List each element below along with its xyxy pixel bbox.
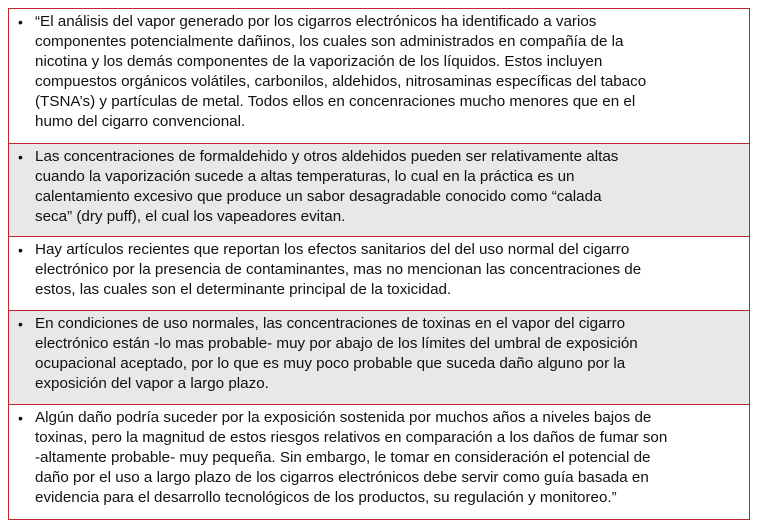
bullet-icon: • — [18, 316, 23, 332]
row-text-line: electrónico por la presencia de contaminantes, mas no mencionan las concentraciones de — [35, 261, 642, 278]
bullet-icon: • — [18, 149, 23, 165]
table-row — [9, 237, 749, 311]
row-text-line: compuestos orgánicos volátiles, carbonilos, aldehidos, nitrosaminas específicas del tabaco — [35, 73, 647, 90]
row-text-line: nicotina y los demás componentes de la vaporización de los líquidos. Estos incluyen — [35, 53, 603, 70]
row-text-line: evidencia para el desarrollo tecnológicos de los productos, su regulación y monitoreo.” — [35, 489, 617, 506]
row-text-line: electrónico están -lo mas probable- muy por abajo de los límites del umbral de exposición — [35, 335, 638, 352]
table-row — [9, 144, 749, 237]
row-text-line: humo del cigarro convencional. — [35, 113, 246, 130]
row-text-line: calentamiento excesivo que produce un sabor desagradable conocido como “calada — [35, 188, 602, 205]
row-text-line: “El análisis del vapor generado por los cigarros electrónicos ha identificado a varios — [35, 13, 597, 30]
table-row — [9, 9, 749, 144]
row-text-line: (TSNA’s) y partículas de metal. Todos ellos en concenraciones mucho menores que en el — [35, 93, 636, 110]
row-text-line: componentes potencialmente dañinos, los cuales son administrados en compañía de la — [35, 33, 624, 50]
bullet-icon: • — [18, 242, 23, 258]
bullet-icon: • — [18, 410, 23, 426]
row-text-line: En condiciones de uso normales, las concentraciones de toxinas en el vapor del cigarro — [35, 315, 626, 332]
row-text-line: -altamente probable- muy pequeña. Sin embargo, le tomar en consideración el potencial de — [35, 449, 651, 466]
row-text-line: Algún daño podría suceder por la exposición sostenida por muchos años a niveles bajos de — [35, 409, 652, 426]
row-text-line: Hay artículos recientes que reportan los efectos sanitarios del del uso normal del cigarro — [35, 241, 630, 258]
bullet-icon: • — [18, 14, 23, 30]
row-text-line: cuando la vaporización sucede a altas temperaturas, lo cual en la práctica es un — [35, 168, 575, 185]
row-text-line: toxinas, pero la magnitud de estos riesgos relativos en comparación a los daños de fumar son — [35, 429, 668, 446]
row-text-line: Las concentraciones de formaldehido y otros aldehidos pueden ser relativamente altas — [35, 148, 619, 165]
table-row — [9, 311, 749, 405]
row-text-line: exposición del vapor a largo plazo. — [35, 375, 269, 392]
row-text-line: daño por el uso a largo plazo de los cigarros electrónicos debe servir como guía basada en — [35, 469, 649, 486]
row-text-line: ocupacional aceptado, por lo que es muy poco probable que suceda daño alguno por la — [35, 355, 626, 372]
row-text-line: estos, las cuales son el determinante principal de la toxicidad. — [35, 281, 452, 298]
bullet-table — [8, 8, 750, 520]
row-text-line: seca” (dry puff), el cual los vapeadores evitan. — [35, 208, 346, 225]
table-row — [9, 405, 749, 520]
